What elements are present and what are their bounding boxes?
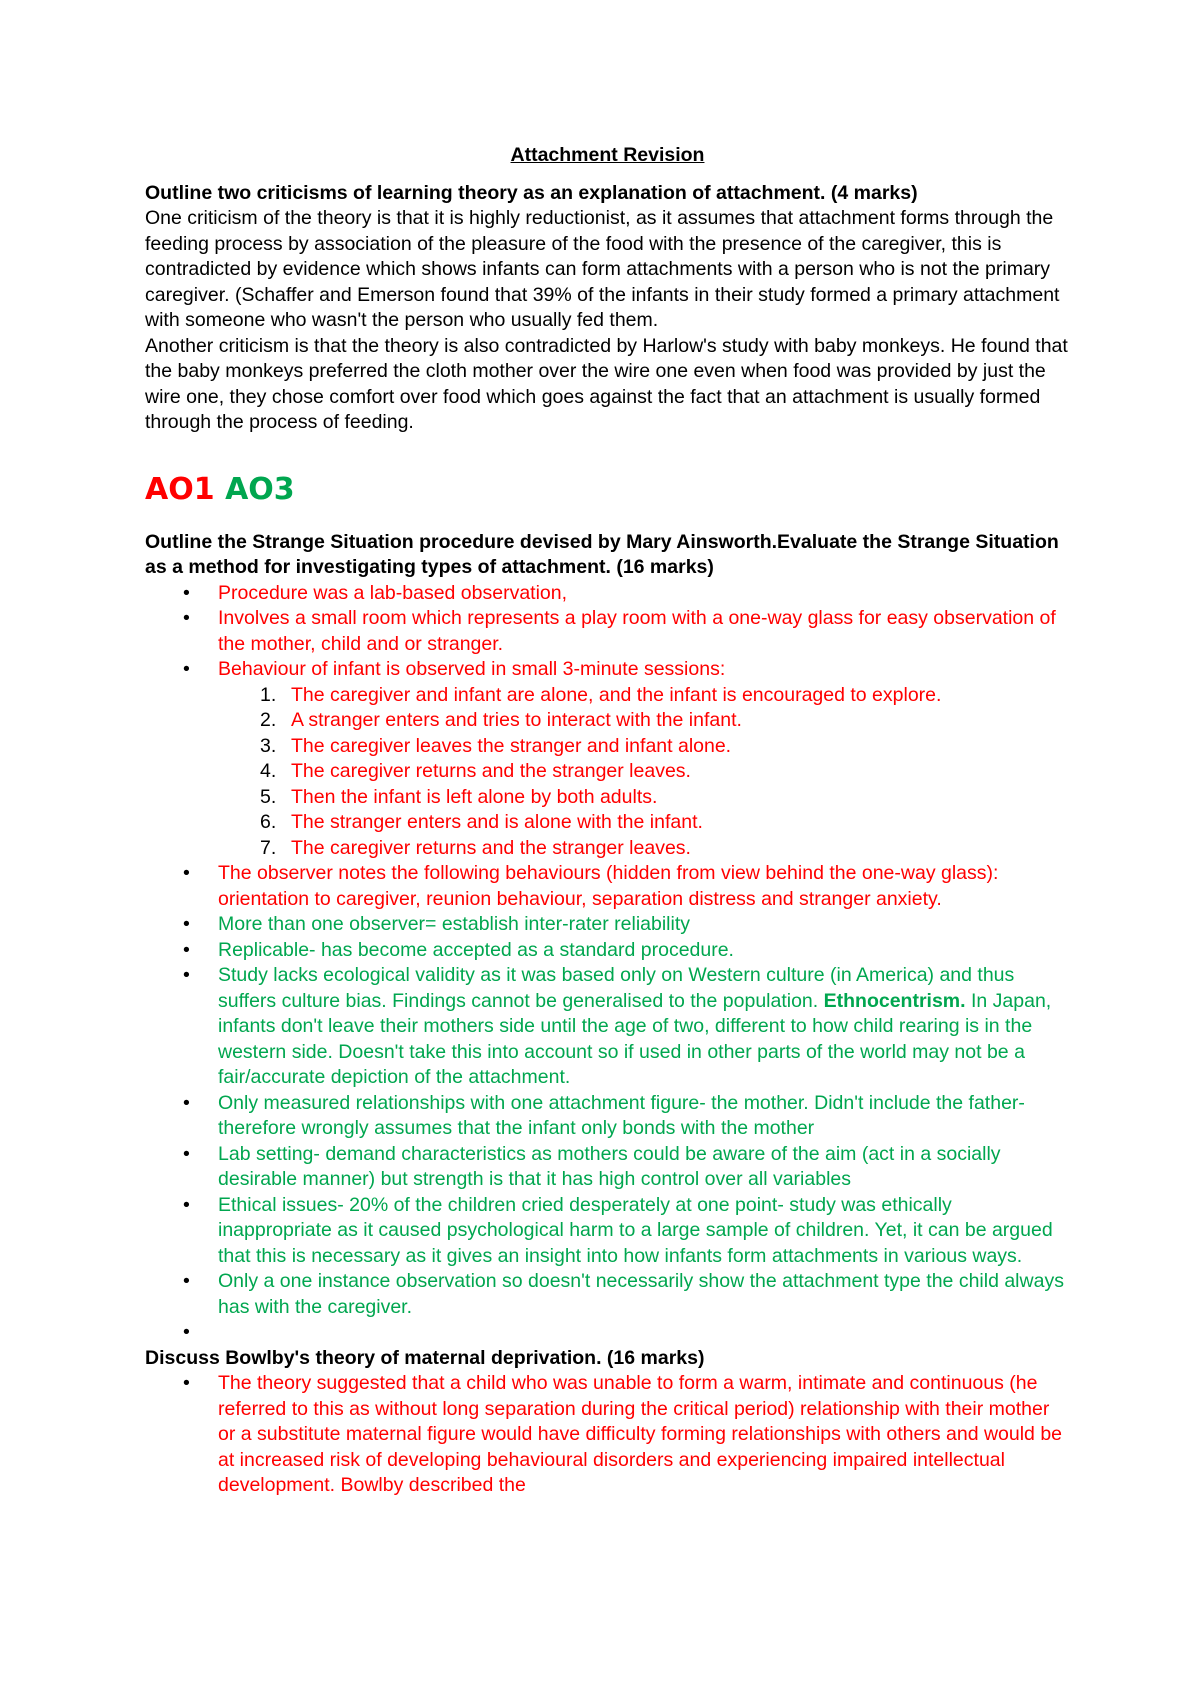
step-text: The caregiver returns and the stranger leaves. (291, 760, 691, 782)
step-number: 1. (260, 683, 277, 706)
session-step (218, 683, 1070, 709)
list-item (145, 1371, 1070, 1499)
list-item-text: Replicable- has become accepted as a standard procedure. (218, 938, 734, 961)
list-item-text: The theory suggested that a child who was unable to form a warm, intimate and continuous (he referred to this as without long separation during the critical period) relationship with their mother or a substitute maternal figure would have difficulty forming relationships with others and would be at increased risk of developing behavioural disorders and experiencing impaired intellectual development. Bowlby described the (218, 1372, 1063, 1496)
step-text: The caregiver returns and the stranger leaves. (291, 836, 691, 859)
list-item (145, 581, 1070, 607)
step-number: 7. (260, 836, 277, 859)
step-number: 6. (260, 811, 277, 833)
question-strange-situation: Outline the Strange Situation procedure devised by Mary Ainsworth.Evaluate the Strange Situation as a method for investigating types of attachment. (16 marks) (145, 530, 1059, 578)
list-item (145, 963, 1070, 1091)
session-step (218, 759, 1070, 785)
step-text: A stranger enters and tries to interact with the infant. (291, 709, 742, 731)
session-step (218, 836, 1070, 862)
answer-paragraph-2: Another criticism is that the theory is also contradicted by Harlow's study with baby monkeys. He found that the baby monkeys preferred the cloth mother over the wire one even when food was provided by just the wire one, they chose comfort over food which goes against the fact that an attachment is usually formed through the process of feeding. (145, 334, 1068, 433)
list-item-text: Behaviour of infant is observed in small 3-minute sessions: (218, 658, 726, 680)
ao1-label: AO1 (145, 471, 215, 507)
list-item (145, 938, 1070, 964)
list-item-text: The observer notes the following behaviours (hidden from view behind the one-way glass): orientation to caregiver, reunion behaviour, separation distress and stranger anxiety. (218, 862, 999, 910)
list-item-empty (145, 1320, 1070, 1346)
list-item (145, 912, 1070, 938)
list-item-text: Lab setting- demand characteristics as mothers could be aware of the aim (act in a socially desirable manner) but strength is that it has high control over all variables (218, 1142, 1001, 1190)
ao3-label: AO3 (225, 471, 295, 507)
list-item-text: Procedure was a lab-based observation, (218, 581, 568, 604)
answer-paragraph-1: One criticism of the theory is that it is highly reductionist, as it assumes that attachment forms through the feeding process by association of the pleasure of the food with the presence of the caregiver, this is contradicted by evidence which shows infants can form attachments with a person who is not the primary caregiver. (Schaffer and Emerson found that 39% of the infants in their study formed a primary attachment with someone who wasn't the person who usually fed them. (145, 207, 1060, 331)
session-step (218, 785, 1070, 811)
ao-heading (145, 472, 1070, 508)
document-page (145, 143, 1070, 1499)
list-item-text: More than one observer= establish inter-rater reliability (218, 913, 691, 935)
session-step (218, 810, 1070, 836)
step-number: 4. (260, 760, 277, 782)
list-item-text: Only a one instance observation so doesn't necessarily show the attachment type the child always has with the caregiver. (218, 1270, 1064, 1318)
session-step (218, 708, 1070, 734)
list-item (145, 1091, 1070, 1142)
step-number: 3. (260, 734, 277, 757)
list-item (145, 1269, 1070, 1320)
list-item-text: Involves a small room which represents a play room with a one-way glass for easy observation of the mother, child and or stranger. (218, 607, 1056, 655)
list-item (145, 1142, 1070, 1193)
step-number: 5. (260, 785, 277, 808)
ethnocentrism-label: Ethnocentrism. (823, 989, 966, 1012)
question-learning-theory: Outline two criticisms of learning theory as an explanation of attachment. (4 marks) (145, 181, 918, 204)
session-step (218, 734, 1070, 760)
list-item (145, 1193, 1070, 1270)
step-text: The stranger enters and is alone with the infant. (291, 811, 703, 833)
list-item (145, 606, 1070, 657)
step-text: The caregiver and infant are alone, and the infant is encouraged to explore. (291, 683, 942, 706)
list-item (145, 861, 1070, 912)
step-number: 2. (260, 709, 277, 731)
list-item (145, 657, 1070, 861)
document-title: Attachment Revision (510, 144, 705, 166)
list-item-text: In Japan, infants don't leave their mothers side until the age of two, different to how child rearing is in the western side. Doesn't take this into account so if used in other parts of the world may not be a fair/accurate depiction of the attachment. (218, 989, 1052, 1088)
list-item-text: Study lacks ecological validity as it was based only on Western culture (in America) and thus suffers culture bias. Findings cannot be generalised to the population. (218, 964, 1015, 1012)
list-item-text: Only measured relationships with one attachment figure- the mother. Didn't include the father- therefore wrongly assumes that the infant only bonds with the mother (218, 1091, 1025, 1139)
step-text: Then the infant is left alone by both adults. (291, 785, 658, 808)
maternal-deprivation-list (145, 1371, 1070, 1499)
step-text: The caregiver leaves the stranger and infant alone. (291, 734, 732, 757)
question-maternal-deprivation: Discuss Bowlby's theory of maternal deprivation. (16 marks) (145, 1346, 705, 1369)
list-item-text: Ethical issues- 20% of the children cried desperately at one point- study was ethically inappropriate as it caused psychological harm to a large sample of children. Yet, it can be argued that this is necessary as it gives an insight into how infants form attachments in various ways. (218, 1193, 1053, 1267)
sessions-list (218, 683, 1070, 862)
strange-situation-list (145, 581, 1070, 1346)
